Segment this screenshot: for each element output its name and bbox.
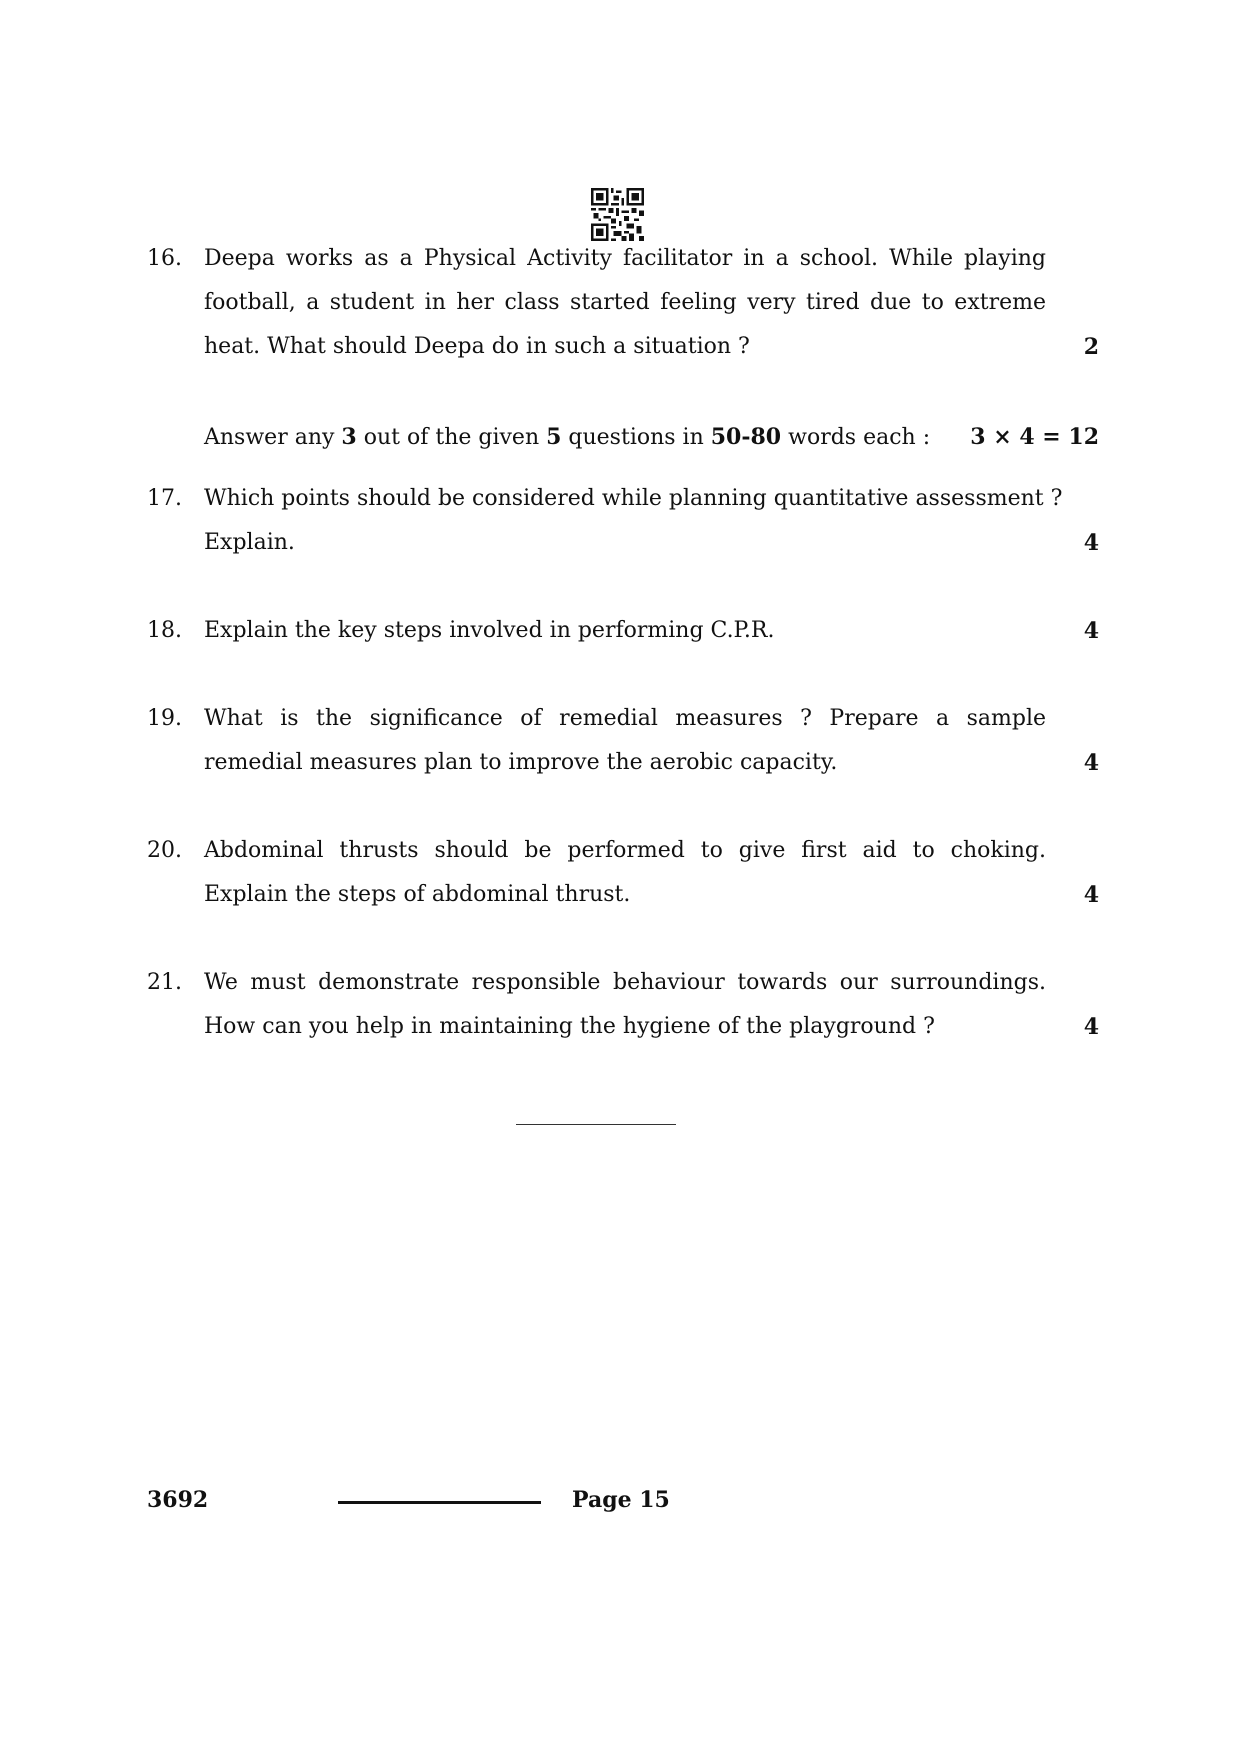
question-marks: 2: [1083, 334, 1099, 360]
end-divider: [516, 1124, 676, 1125]
footer-divider: [338, 1501, 541, 1504]
instruction-text: out of the given: [356, 425, 547, 450]
instruction-text: Answer any: [204, 425, 342, 450]
qr-code-icon: [591, 188, 644, 241]
instruction-total: 5: [546, 424, 562, 450]
question-number: 16.: [147, 246, 182, 271]
question-marks: 4: [1083, 1014, 1099, 1040]
question-text-line: Explain.: [204, 530, 295, 555]
instruction-text: questions in: [561, 425, 711, 450]
question-text-line: Deepa works as a Physical Activity facilitator in a school. While playing: [204, 246, 1046, 271]
question-marks: 4: [1083, 750, 1099, 776]
question-marks: 4: [1083, 530, 1099, 556]
question-number: 20.: [147, 838, 182, 863]
question-text-line: We must demonstrate responsible behaviour towards our surroundings.: [204, 970, 1046, 995]
paper-code: 3692: [147, 1487, 209, 1513]
question-text-line: What is the significance of remedial measures ? Prepare a sample: [204, 706, 1046, 731]
question-text-line: football, a student in her class started feeling very tired due to extreme: [204, 290, 1046, 315]
question-text-line: remedial measures plan to improve the aerobic capacity.: [204, 750, 838, 775]
question-marks: 4: [1083, 618, 1099, 644]
question-number: 21.: [147, 970, 182, 995]
section-marks: 3 × 4 = 12: [970, 424, 1099, 450]
question-number: 19.: [147, 706, 182, 731]
question-number: 17.: [147, 486, 182, 511]
question-text-line: Abdominal thrusts should be performed to give first aid to choking.: [204, 838, 1046, 863]
question-text-line: Explain the steps of abdominal thrust.: [204, 882, 631, 907]
question-marks: 4: [1083, 882, 1099, 908]
instruction-text: words each :: [781, 425, 931, 450]
instruction-count: 3: [341, 424, 357, 450]
question-number: 18.: [147, 618, 182, 643]
question-text-line: heat. What should Deepa do in such a situation ?: [204, 334, 750, 359]
instruction-words: 50-80: [710, 424, 782, 450]
question-text-line: How can you help in maintaining the hygiene of the playground ?: [204, 1014, 935, 1039]
question-text-line: Which points should be considered while planning quantitative assessment ?: [204, 486, 1063, 511]
question-text-line: Explain the key steps involved in performing C.P.R.: [204, 618, 775, 643]
section-instruction: [204, 424, 930, 450]
page-number: Page 15: [572, 1487, 670, 1513]
